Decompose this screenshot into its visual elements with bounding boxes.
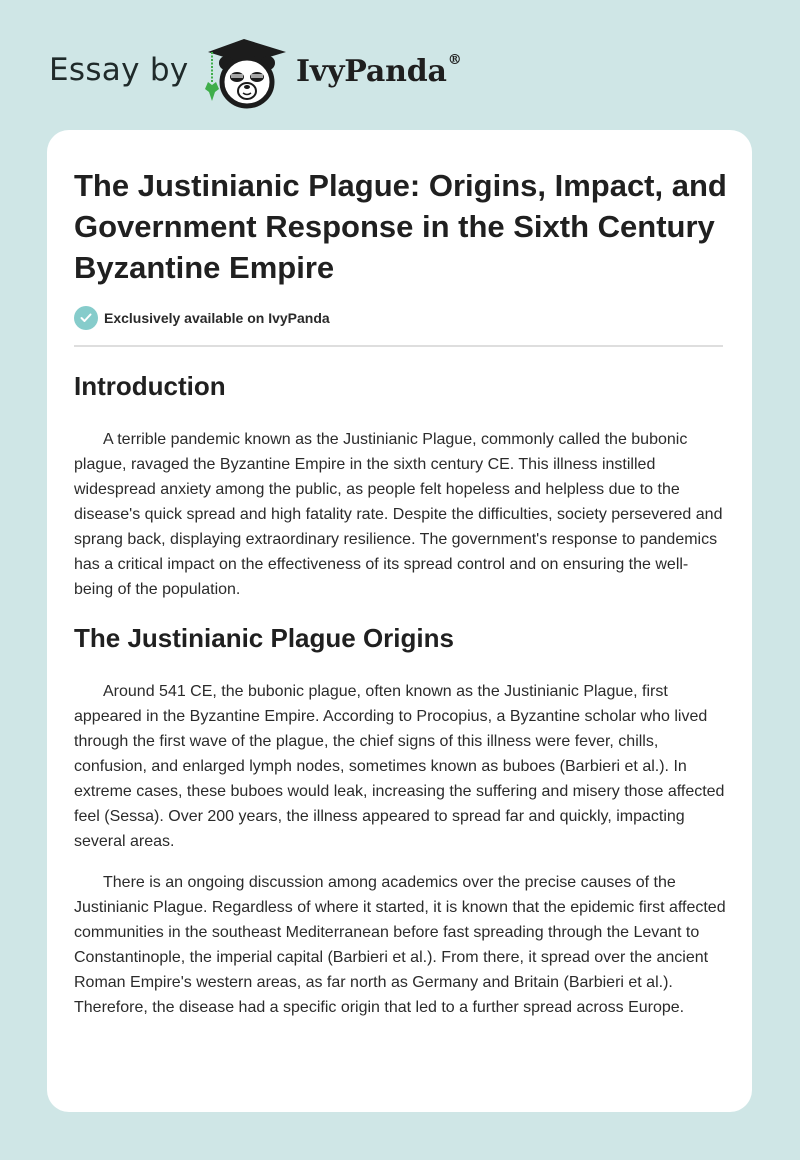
brand-logo-text[interactable] <box>296 54 462 89</box>
article-title: The Justinianic Plague: Origins, Impact, and Government Response in the Sixth Century Byzantine Empire <box>74 168 727 285</box>
section-heading-origins: The Justinianic Plague Origins <box>74 623 454 653</box>
paragraph-origins-2: There is an ongoing discussion among academics over the precise causes of the Justinianic Plague. Regardless of where it started, it is known that the epidemic first affected communities in the southeast Mediterranean before fast spreading through the Levant to Constantinople, the imperial capital (Barbieri et al.). From there, it spread over the ancient Roman Empire's western areas, as far north as Germany and Britain (Barbieri et al.). Therefore, the disease had a specific origin that led to a further spread across Europe. <box>74 874 726 1016</box>
exclusive-label: Exclusively available on IvyPanda <box>104 310 330 326</box>
section-heading-introduction: Introduction <box>74 371 226 401</box>
registered-mark: ® <box>447 52 462 68</box>
brand-name: IvyPanda <box>296 54 447 89</box>
essay-by-label: Essay by <box>49 52 189 88</box>
divider <box>74 345 723 347</box>
paragraph-origins-1: Around 541 CE, the bubonic plague, often known as the Justinianic Plague, first appeared in the Byzantine Empire. According to Procopius, a Byzantine scholar who lived through the first wave of the plague, the chief signs of this illness were fever, chills, confusion, and enlarged lymph nodes, sometimes known as buboes (Barbieri et al.). In extreme cases, these buboes would leak, increasing the suffering and misery those affected feel (Sessa). Over 200 years, the illness appeared to spread far and quickly, impacting several areas. <box>74 683 725 850</box>
panda-graduation-cap-icon[interactable] <box>200 35 292 109</box>
site-header <box>0 0 800 125</box>
article-card <box>47 130 752 1112</box>
paragraph-introduction: A terrible pandemic known as the Justinianic Plague, commonly called the bubonic plague, ravaged the Byzantine Empire in the sixth century CE. This illness instilled widespread anxiety among the public, as people felt hopeless and helpless due to the disease's quick spread and high fatality rate. Despite the difficulties, society persevered and sprang back, displaying extraordinary resilience. The government's response to pandemics has a critical impact on the effectiveness of its spread control and on ensuring the well-being of the population. <box>74 431 723 598</box>
exclusive-badge <box>74 306 330 330</box>
check-circle-icon <box>74 306 98 330</box>
